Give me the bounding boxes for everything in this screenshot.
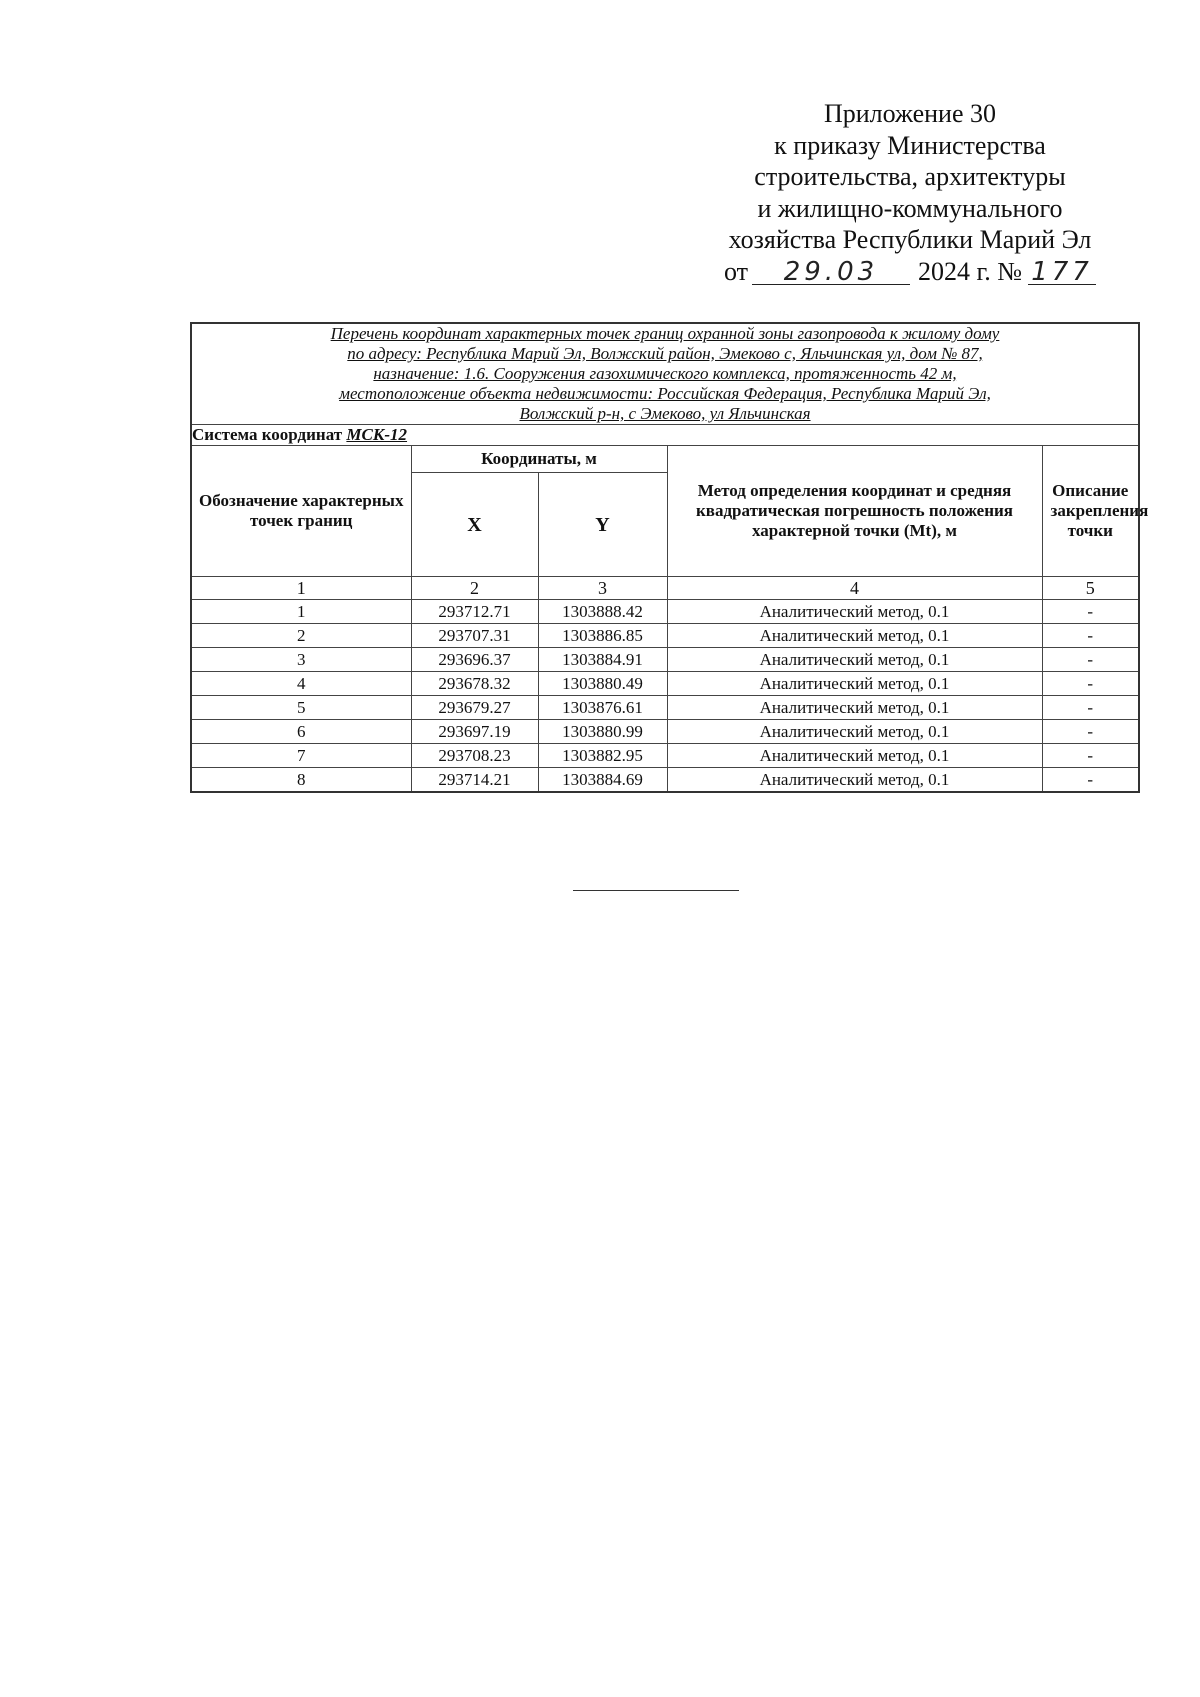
table-row [191, 600, 1139, 624]
point-id: 5 [191, 696, 411, 720]
coord-x: 293697.19 [411, 720, 538, 744]
table-row [191, 744, 1139, 768]
coord-y: 1303888.42 [538, 600, 667, 624]
method: Аналитический метод, 0.1 [667, 672, 1042, 696]
title-line: Волжский р-н, с Эмеково, ул Яльчинская [519, 404, 811, 423]
order-number-handwritten: 177 [1028, 260, 1096, 285]
coord-x: 293679.27 [411, 696, 538, 720]
coord-y: 1303884.69 [538, 768, 667, 793]
coord-system-row [191, 425, 1139, 446]
point-id: 1 [191, 600, 411, 624]
table-title [191, 323, 1139, 425]
coord-y: 1303880.49 [538, 672, 667, 696]
year-label: 2024 г. № [917, 256, 1023, 286]
header-description: Описание закрепления точки [1042, 446, 1139, 577]
method: Аналитический метод, 0.1 [667, 600, 1042, 624]
title-line: Перечень координат характерных точек границ охранной зоны газопровода к жилому дому [330, 324, 1000, 343]
coord-x: 293678.32 [411, 672, 538, 696]
coord-x: 293712.71 [411, 600, 538, 624]
description: - [1042, 600, 1139, 624]
coord-y: 1303880.99 [538, 720, 667, 744]
description: - [1042, 672, 1139, 696]
description: - [1042, 648, 1139, 672]
description: - [1042, 720, 1139, 744]
coord-x: 293696.37 [411, 648, 538, 672]
method: Аналитический метод, 0.1 [667, 744, 1042, 768]
coord-y: 1303882.95 [538, 744, 667, 768]
closing-separator-line [573, 890, 739, 891]
table-row [191, 672, 1139, 696]
description: - [1042, 768, 1139, 793]
column-numbers-row [191, 577, 1139, 600]
method: Аналитический метод, 0.1 [667, 624, 1042, 648]
coordinates-table [190, 322, 1149, 793]
header-x: X [411, 473, 538, 577]
column-number: 4 [667, 577, 1042, 600]
coord-x: 293714.21 [411, 768, 538, 793]
header-row-1 [191, 446, 1139, 473]
appendix-line-5: хозяйства Республики Марий Эл [728, 225, 1092, 254]
description: - [1042, 696, 1139, 720]
method: Аналитический метод, 0.1 [667, 768, 1042, 793]
ot-label: от [723, 256, 748, 286]
point-id: 2 [191, 624, 411, 648]
column-number: 3 [538, 577, 667, 600]
order-date-handwritten: 29.03 [752, 260, 910, 285]
table-row [191, 696, 1139, 720]
column-number: 1 [191, 577, 411, 600]
method: Аналитический метод, 0.1 [667, 720, 1042, 744]
point-id: 4 [191, 672, 411, 696]
column-number: 5 [1042, 577, 1139, 600]
coord-x: 293708.23 [411, 744, 538, 768]
point-id: 7 [191, 744, 411, 768]
title-line: местоположение объекта недвижимости: Российская Федерация, Республика Марий Эл, [339, 384, 991, 403]
order-date-line [690, 256, 1130, 288]
table-row [191, 768, 1139, 793]
header-coords: Координаты, м [411, 446, 667, 473]
coord-y: 1303884.91 [538, 648, 667, 672]
method: Аналитический метод, 0.1 [667, 696, 1042, 720]
appendix-line-3: строительства, архитектуры [754, 162, 1066, 191]
appendix-header [690, 98, 1130, 287]
method: Аналитический метод, 0.1 [667, 648, 1042, 672]
title-line: назначение: 1.6. Сооружения газохимического комплекса, протяженность 42 м, [373, 364, 957, 383]
table-row [191, 648, 1139, 672]
header-y: Y [538, 473, 667, 577]
point-id: 3 [191, 648, 411, 672]
table-row [191, 720, 1139, 744]
header-points: Обозначение характерных точек границ [191, 446, 411, 577]
title-line: по адресу: Республика Марий Эл, Волжский район, Эмеково с, Яльчинская ул, дом № 87, [347, 344, 983, 363]
coord-x: 293707.31 [411, 624, 538, 648]
appendix-line-4: и жилищно-коммунального [757, 193, 1063, 223]
column-number: 2 [411, 577, 538, 600]
coord-y: 1303886.85 [538, 624, 667, 648]
appendix-line-2: к приказу Министерства [774, 130, 1046, 160]
coord-system [191, 425, 1139, 446]
appendix-title: Приложение 30 [823, 99, 997, 128]
coord-system-label: Система координат [192, 425, 343, 444]
table-title-row [191, 323, 1139, 425]
table-row [191, 624, 1139, 648]
point-id: 8 [191, 768, 411, 793]
description: - [1042, 624, 1139, 648]
point-id: 6 [191, 720, 411, 744]
coord-y: 1303876.61 [538, 696, 667, 720]
description: - [1042, 744, 1139, 768]
header-method: Метод определения координат и средняя квадратическая погрешность положения характерной точки (Mt), м [667, 446, 1042, 577]
coord-system-value: МСК-12 [346, 425, 408, 444]
